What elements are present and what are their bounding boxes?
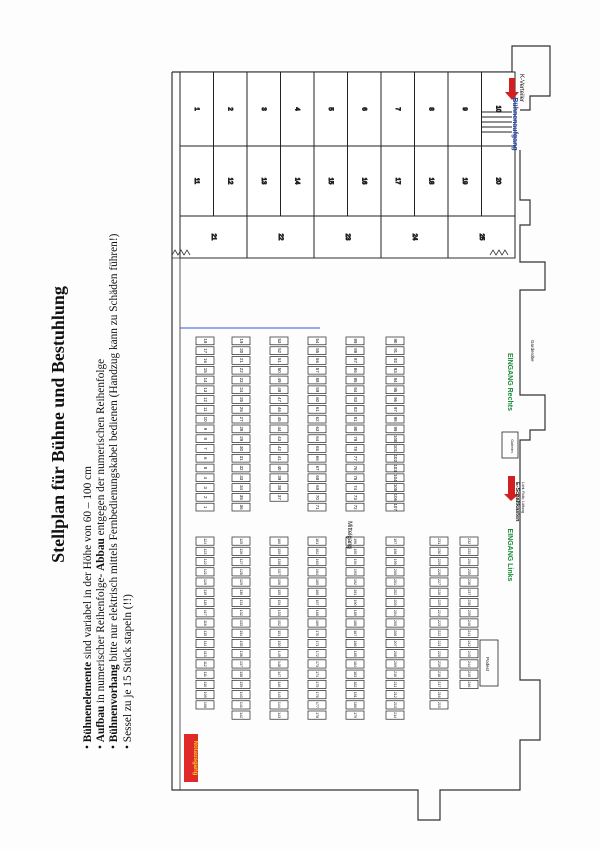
- seat-number: 96: [392, 397, 398, 403]
- seat-number: 180: [353, 701, 358, 708]
- stage-panel-number: 19: [461, 177, 468, 185]
- seat-number: 157: [277, 568, 282, 575]
- seat-number: 9: [202, 427, 208, 431]
- stage-panel-number: 5: [327, 107, 334, 111]
- seat-number: 236: [467, 579, 472, 586]
- seat-number: 155: [277, 589, 282, 596]
- seat-number: 40: [276, 465, 282, 471]
- seat-number: 125: [239, 538, 244, 545]
- seat-number: 27: [238, 416, 244, 422]
- seat-number: 120: [203, 579, 208, 586]
- seat-number: 176: [315, 691, 320, 698]
- seat-number: 143: [277, 712, 282, 719]
- seat-number: 22: [238, 367, 244, 373]
- seat-number: 174: [315, 671, 320, 678]
- seat-number: 166: [315, 589, 320, 596]
- seat-number: 141: [239, 701, 244, 708]
- seat-number: 100: [392, 435, 398, 443]
- stage-panel-number: 13: [260, 177, 267, 185]
- seat-number: 200: [393, 568, 398, 575]
- seat-number: 114: [203, 640, 208, 647]
- seat-number: 122: [203, 558, 208, 565]
- seat-number: 47: [276, 397, 282, 403]
- seat-number: 132: [239, 609, 244, 616]
- seat-number: 216: [437, 691, 442, 698]
- seat-number: 167: [315, 599, 320, 606]
- seat-number: 77: [352, 455, 358, 461]
- instruction-text: in numerischer Reihenfolge-: [95, 570, 108, 706]
- seat-number: 59: [314, 387, 320, 393]
- seat-number: 241: [467, 630, 472, 637]
- seat-number: 126: [239, 548, 244, 555]
- seat-number: 48: [276, 387, 282, 393]
- seat-number: 217: [437, 681, 442, 688]
- seat-number: 42: [276, 445, 282, 451]
- seat-number: 61: [314, 406, 320, 412]
- seat-number: 75: [352, 475, 358, 481]
- stage-panel-number: 8: [427, 107, 434, 111]
- seat-number: 209: [393, 660, 398, 667]
- seat-number: 106: [392, 493, 398, 501]
- seat-number: 145: [277, 691, 282, 698]
- seat-number: 56: [314, 357, 320, 363]
- seat-number: 52: [276, 348, 282, 354]
- seat-number: 37: [276, 494, 282, 500]
- seat-number: 5: [202, 466, 208, 470]
- seat-number: 4: [202, 476, 208, 480]
- seat-number: 240: [467, 620, 472, 626]
- seat-number: 142: [239, 712, 244, 719]
- seat-number: 69: [314, 485, 320, 491]
- seat-number: 18: [202, 338, 208, 344]
- seat-number: 7: [202, 447, 208, 450]
- seat-number: 88: [352, 348, 358, 354]
- seat-number: 110: [203, 681, 208, 688]
- seat-number: 115: [203, 630, 208, 637]
- seat-number: 49: [276, 377, 282, 383]
- seat-number: 189: [353, 609, 358, 616]
- seat-number: 232: [467, 538, 472, 545]
- stage-apron-number: 23: [343, 233, 350, 241]
- seat-number: 184: [353, 660, 358, 667]
- seat-number: 196: [353, 538, 358, 545]
- seat-number: 119: [203, 589, 208, 596]
- seat-number: 203: [393, 599, 398, 606]
- podest-label: Podest: [485, 656, 490, 672]
- seat-number: 44: [276, 426, 282, 432]
- stage-apron-number: 22: [276, 233, 283, 241]
- seat-number: 151: [277, 630, 282, 637]
- seat-number: 36: [238, 504, 244, 510]
- seat-number: 1: [202, 505, 208, 509]
- seat-number: 3: [202, 486, 208, 489]
- seat-number: 183: [353, 671, 358, 678]
- seat-number: 46: [276, 406, 282, 412]
- seat-number: 178: [315, 712, 320, 719]
- seat-number: 102: [392, 454, 398, 462]
- seat-number: 231: [437, 538, 442, 545]
- seat-number: 193: [353, 568, 358, 575]
- stage-panel-number: 2: [226, 107, 233, 111]
- seat-number: 171: [315, 640, 320, 647]
- stage-apron-number: 24: [410, 233, 417, 241]
- schaltkasten-box: [502, 432, 518, 458]
- seat-number: 85: [352, 377, 358, 383]
- instruction-text: sind variabel in der Höhe von 60 – 100 cm: [82, 466, 94, 662]
- stage-panel-number: 18: [427, 177, 434, 185]
- seat-number: 153: [277, 609, 282, 616]
- seat-number: 210: [393, 671, 398, 678]
- seat-number: 205: [393, 620, 398, 626]
- seat-number: 41: [276, 455, 282, 461]
- seat-number: 28: [238, 426, 244, 432]
- seat-number: 39: [276, 475, 282, 481]
- seat-number: 6: [202, 456, 208, 460]
- e-schaltkasten-label: E-Schaltkasten: [514, 482, 520, 522]
- seat-number: 87: [352, 357, 358, 363]
- seat-number: 20: [238, 348, 244, 354]
- seat-number: 55: [314, 348, 320, 354]
- seat-number: 107: [392, 503, 398, 511]
- seat-number: 89: [352, 338, 358, 344]
- seat-number: 137: [239, 660, 244, 667]
- seat-number: 35: [238, 494, 244, 500]
- seat-number: 68: [314, 475, 320, 481]
- seat-number: 175: [315, 681, 320, 688]
- seat-number: 223: [437, 620, 442, 626]
- seat-number: 26: [238, 406, 244, 412]
- seat-number: 21: [238, 357, 244, 363]
- seat-number: 201: [393, 579, 398, 586]
- notausgang-label: Notausgang: [192, 740, 198, 776]
- seat-number: 23: [238, 377, 244, 383]
- stage-apron-number: 21: [209, 233, 216, 241]
- seat-number: 169: [315, 620, 320, 626]
- seat-number: 124: [203, 538, 208, 545]
- buehnenaufgang-label: Bühnenaufgang: [511, 97, 518, 151]
- seat-number: 10: [202, 416, 208, 422]
- seat-number: 228: [437, 568, 442, 575]
- seat-number: 58: [314, 377, 320, 383]
- seat-number: 139: [239, 681, 244, 688]
- seat-number: 103: [392, 464, 398, 472]
- seat-number: 195: [353, 548, 358, 555]
- eingang-rechts-label: EINGANG Rechts: [506, 353, 513, 411]
- seat-number: 127: [239, 558, 244, 565]
- seat-number: 91: [392, 348, 398, 354]
- e-schaltkasten-arrow: [508, 476, 515, 494]
- seat-number: 11: [202, 407, 208, 412]
- seat-number: 108: [203, 701, 208, 708]
- seat-number: 158: [277, 558, 282, 565]
- seat-number: 45: [276, 416, 282, 422]
- seat-number: 90: [392, 338, 398, 344]
- seat-number: 62: [314, 416, 320, 422]
- seat-number: 134: [239, 630, 244, 637]
- seat-number: 148: [277, 660, 282, 667]
- seating-area: [196, 337, 478, 719]
- seat-number: 204: [393, 609, 398, 616]
- seat-number: 156: [277, 579, 282, 586]
- seat-number: 50: [276, 367, 282, 373]
- instruction-keyword: Bühnenelemente: [82, 661, 94, 743]
- seat-number: 13: [202, 387, 208, 393]
- stage-panel-number: 1: [193, 107, 200, 111]
- seat-number: 207: [393, 640, 398, 647]
- seat-number: 185: [353, 650, 358, 657]
- seat-number: 182: [353, 681, 358, 688]
- seat-number: 12: [202, 397, 208, 403]
- seat-number: 129: [239, 579, 244, 586]
- seat-number: 25: [238, 397, 244, 403]
- seat-number: 138: [239, 671, 244, 678]
- seat-number: 31: [238, 455, 244, 461]
- seat-number: 191: [353, 589, 358, 596]
- seat-number: 224: [437, 609, 442, 616]
- seat-number: 84: [352, 387, 358, 393]
- seat-number: 71: [314, 504, 320, 510]
- seat-number: 238: [467, 599, 472, 606]
- seat-number: 150: [277, 640, 282, 647]
- seat-number: 104: [392, 474, 398, 482]
- seat-number: 162: [315, 548, 320, 555]
- seat-number: 198: [393, 548, 398, 555]
- seat-number: 30: [238, 445, 244, 451]
- seat-number: 233: [467, 548, 472, 555]
- seat-number: 92: [392, 357, 398, 363]
- seat-number: 212: [393, 691, 398, 698]
- seat-number: 99: [392, 426, 398, 432]
- seat-number: 245: [467, 671, 472, 678]
- seat-number: 121: [203, 568, 208, 575]
- page-title: Stellplan für Bühne und Bestuhlung: [48, 286, 68, 563]
- seat-number: 211: [393, 681, 398, 688]
- seat-number: 219: [437, 660, 442, 667]
- seat-number: 74: [352, 485, 358, 491]
- seat-number: 144: [277, 701, 282, 708]
- seat-number: 229: [437, 558, 442, 565]
- seat-number: 64: [314, 436, 320, 442]
- seat-number: 234: [467, 558, 472, 565]
- stage-panel-number: 14: [293, 177, 300, 185]
- seat-number: 53: [276, 338, 282, 344]
- garderobe-label: Garderobe: [530, 340, 535, 362]
- seat-number: 192: [353, 579, 358, 586]
- seat-number: 51: [276, 357, 282, 363]
- seat-number: 181: [353, 691, 358, 698]
- instruction-text: entgegen der numerischen Reihenfolge: [95, 358, 108, 539]
- seat-number: 113: [203, 650, 208, 657]
- seat-number: 111: [203, 671, 208, 677]
- seat-number: 24: [238, 387, 244, 393]
- instruction-text: bitte nur elektrisch mittels Fernbedienungskabel bedienen (Handzug kann zu Schäden führen!): [108, 233, 121, 665]
- stage-panel-number: 11: [193, 177, 200, 185]
- seat-number: 152: [277, 620, 282, 626]
- seat-number: 38: [276, 485, 282, 491]
- seat-number: 208: [393, 650, 398, 657]
- seat-number: 213: [393, 701, 398, 708]
- instruction-keyword: Aufbau: [95, 705, 108, 743]
- seat-number: 243: [467, 650, 472, 657]
- seat-number: 146: [277, 681, 282, 688]
- seat-number: 54: [314, 338, 320, 344]
- seat-number: 128: [239, 568, 244, 575]
- seat-number: 218: [437, 671, 442, 678]
- seat-number: 215: [437, 701, 442, 708]
- seat-number: 159: [277, 548, 282, 555]
- stage-panel-number: 9: [461, 107, 468, 111]
- seat-number: 188: [353, 620, 358, 626]
- seat-number: 70: [314, 494, 320, 500]
- seat-number: 131: [239, 599, 244, 606]
- instruction-text: Sessel zu je 15 Stück stapeln (!!): [121, 594, 134, 743]
- seat-number: 246: [467, 681, 472, 688]
- seat-number: 97: [392, 406, 398, 412]
- seat-number: 73: [352, 494, 358, 500]
- seat-number: 66: [314, 455, 320, 461]
- stage-panel-number: 15: [327, 177, 334, 185]
- seat-number: 76: [352, 465, 358, 471]
- seat-number: 2: [202, 496, 208, 499]
- seat-number: 222: [437, 630, 442, 637]
- seat-number: 227: [437, 579, 442, 586]
- seat-number: 242: [467, 640, 472, 647]
- seat-number: 17: [202, 348, 208, 354]
- seat-number: 93: [392, 367, 398, 373]
- seat-number: 190: [353, 599, 358, 606]
- seat-number: 163: [315, 558, 320, 565]
- instruction-keyword: Abbau: [95, 538, 108, 571]
- seat-number: 220: [437, 650, 442, 657]
- seat-number: 244: [467, 660, 472, 667]
- seat-number: 34: [238, 485, 244, 491]
- e-schaltkasten-sublabel: Licht, Rollo, Lüftung: [521, 482, 525, 513]
- seat-number: 136: [239, 650, 244, 657]
- eingang-links-label: EINGANG Links: [506, 528, 513, 582]
- seat-number: 109: [203, 691, 208, 698]
- seat-number: 239: [467, 609, 472, 616]
- seat-number: 78: [352, 445, 358, 451]
- seat-number: 82: [352, 406, 358, 412]
- seat-number: 15: [202, 367, 208, 373]
- seat-number: 130: [239, 589, 244, 596]
- seat-number: 8: [202, 437, 208, 440]
- seat-number: 123: [203, 548, 208, 555]
- seat-number: 199: [393, 558, 398, 565]
- galerie-label: Galerien: [510, 439, 514, 453]
- seat-number: 165: [315, 579, 320, 586]
- seat-number: 170: [315, 630, 320, 637]
- seat-number: 168: [315, 609, 320, 616]
- seat-number: 140: [239, 691, 244, 698]
- seat-number: 117: [203, 609, 208, 616]
- stage-panel-number: 16: [360, 177, 367, 185]
- seat-number: 118: [203, 599, 208, 606]
- seat-number: 79: [352, 436, 358, 442]
- seat-number: 164: [315, 568, 320, 575]
- stage-panel-number: 6: [360, 107, 367, 111]
- seat-number: 116: [203, 620, 208, 626]
- seat-number: 72: [352, 504, 358, 510]
- seat-number: 43: [276, 436, 282, 442]
- seat-number: 214: [393, 712, 398, 719]
- seat-number: 147: [277, 671, 282, 678]
- stage-panel-number: 20: [494, 177, 501, 185]
- seat-number: 98: [392, 416, 398, 422]
- seat-number: 206: [393, 630, 398, 637]
- stage-apron-number: 25: [477, 233, 484, 241]
- seat-number: 135: [239, 640, 244, 647]
- seat-number: 225: [437, 599, 442, 606]
- seat-number: 235: [467, 568, 472, 575]
- seat-number: 57: [314, 367, 320, 373]
- seat-number: 154: [277, 599, 282, 606]
- seat-number: 133: [239, 620, 244, 626]
- seat-number: 202: [393, 589, 398, 596]
- seat-number: 16: [202, 357, 208, 363]
- seat-number: 80: [352, 426, 358, 432]
- seat-number: 67: [314, 465, 320, 471]
- seat-number: 230: [437, 548, 442, 555]
- seat-number: 81: [352, 416, 358, 422]
- stage-panel-number: 4: [293, 107, 300, 111]
- seat-number: 160: [277, 538, 282, 545]
- seat-number: 14: [202, 377, 208, 383]
- seat-number: 101: [392, 444, 398, 453]
- seat-number: 187: [353, 630, 358, 637]
- seat-number: 149: [277, 650, 282, 657]
- seat-number: 194: [353, 558, 358, 565]
- seat-number: 86: [352, 367, 358, 373]
- seat-number: 63: [314, 426, 320, 432]
- stage: [180, 72, 515, 258]
- k-verteiler-label: K-Verteiler: [518, 74, 524, 103]
- seat-number: 179: [353, 712, 358, 719]
- seat-number: 19: [238, 338, 244, 344]
- seat-number: 237: [467, 589, 472, 596]
- stage-panel-number: 3: [260, 107, 267, 111]
- seat-number: 197: [393, 538, 398, 545]
- seat-number: 65: [314, 445, 320, 451]
- seat-number: 112: [203, 661, 208, 667]
- seat-number: 173: [315, 660, 320, 667]
- instruction-keyword: Bühnenvorhang: [108, 664, 121, 743]
- stage-panel-number: 12: [226, 177, 233, 185]
- seat-number: 221: [437, 640, 442, 647]
- seat-number: 94: [392, 377, 398, 383]
- seat-number: 83: [352, 397, 358, 403]
- stage-panel-number: 10: [494, 105, 501, 113]
- seat-number: 32: [238, 465, 244, 471]
- k-verteiler-arrow: [509, 78, 515, 92]
- seat-number: 29: [238, 436, 244, 442]
- stage-panel-number: 7: [394, 107, 401, 111]
- seat-number: 186: [353, 640, 358, 647]
- stage-panel-number: 17: [394, 177, 401, 185]
- mittelgang-label: Mittelgang: [346, 521, 352, 549]
- seat-number: 172: [315, 650, 320, 657]
- seat-number: 60: [314, 397, 320, 403]
- seat-number: 226: [437, 589, 442, 596]
- seat-number: 105: [392, 483, 398, 492]
- seat-number: 177: [315, 701, 320, 708]
- seat-number: 95: [392, 387, 398, 393]
- seat-number: 161: [315, 538, 320, 545]
- seat-number: 33: [238, 475, 244, 481]
